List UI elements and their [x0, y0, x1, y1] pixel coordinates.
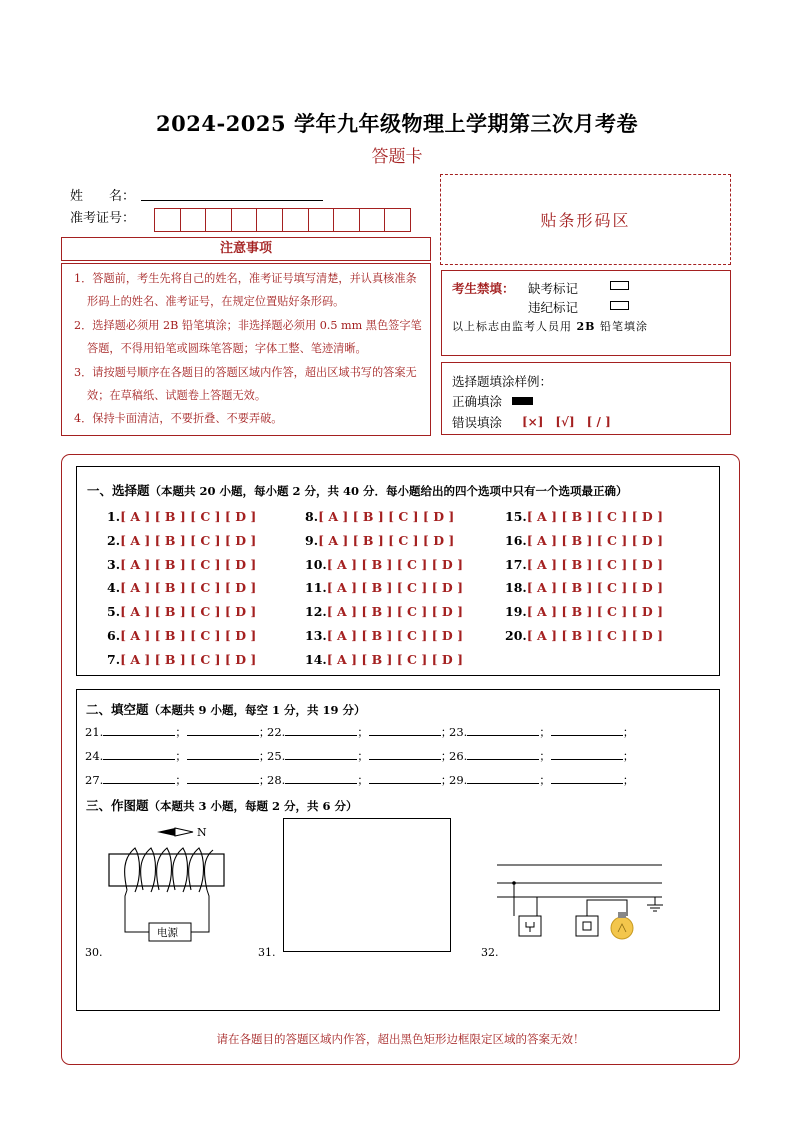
choice-options[interactable]: [ A ] [ B ] [ C ] [ D ] [120, 651, 257, 667]
fill-separator: ； [357, 773, 369, 787]
fill-separator: ； [357, 749, 369, 763]
choice-item[interactable] [305, 509, 454, 524]
choice-item[interactable] [305, 652, 463, 667]
choice-number: 12. [305, 604, 327, 620]
section3-desc: （本题共 3 小题，每题 2 分，共 6 分） [148, 799, 358, 813]
footer-note: 请在各题目的答题区域内作答，超出黑色矩形边框限定区域的答案无效！ [216, 1032, 585, 1046]
fill-item [85, 748, 270, 764]
choice-options[interactable]: [ A ] [ B ] [ C ] [ D ] [318, 532, 455, 548]
socket-icon [519, 916, 541, 936]
fill-separator: ； [175, 725, 187, 739]
notice-title: 注意事项 [61, 237, 431, 261]
lamp-base-icon [618, 912, 626, 918]
fill-blank[interactable] [551, 772, 623, 784]
sample-box [441, 362, 731, 435]
barcode-label: 贴条形码区 [540, 211, 631, 230]
fill-separator: ； [622, 773, 635, 787]
absent-mark-box[interactable] [610, 281, 629, 290]
exam-id-box[interactable] [333, 208, 360, 232]
choice-number: 11. [305, 580, 327, 596]
compass-needle-light-icon [175, 828, 193, 836]
section-fill [76, 689, 720, 1011]
wire-left [125, 890, 149, 932]
fill-separator: ； [258, 773, 271, 787]
choice-item[interactable] [107, 652, 256, 667]
compass-needle-dark-icon [157, 828, 175, 836]
fill-number: 22. [267, 725, 286, 739]
section2-title: 二、填空题 [86, 702, 149, 717]
fill-blank[interactable] [369, 772, 441, 784]
choice-number: 5. [107, 604, 121, 620]
choice-item[interactable] [107, 557, 256, 572]
choice-item[interactable] [107, 628, 256, 643]
absent-label: 缺考标记 [528, 281, 579, 296]
q31-number: 31. [258, 946, 276, 959]
fill-number: 21. [85, 725, 104, 739]
page-subtitle: 答题卡 [371, 147, 423, 167]
fill-separator: ； [440, 725, 453, 739]
fill-separator: ； [539, 725, 551, 739]
junction-dot [512, 881, 516, 885]
fill-item [85, 772, 270, 788]
fill-item [267, 724, 452, 740]
section1-desc: （本题共 20 小题，每小题 2 分，共 40 分．每小题给出的四个选项中只有一个选项最正确） [149, 484, 628, 498]
choice-options[interactable]: [ A ] [ B ] [ C ] [ D ] [526, 628, 663, 643]
fill-number: 28. [267, 773, 286, 787]
exam-id-box[interactable] [154, 208, 181, 232]
choice-number: 19. [505, 604, 527, 620]
choice-number: 7. [107, 651, 121, 667]
choice-number: 17. [505, 556, 527, 572]
choice-item[interactable] [107, 509, 256, 524]
fill-blank[interactable] [467, 724, 539, 736]
choice-number: 15. [505, 509, 527, 524]
choice-options[interactable]: [ A ] [ B ] [ C ] [ D ] [120, 580, 257, 596]
violation-label: 违纪标记 [528, 300, 579, 315]
notice-item: 1．答题前，考生先将自己的姓名，准考证号填写清楚，并认真核准条形码上的姓名、准考证号，在规定位置贴好条形码。 [74, 272, 417, 309]
choice-number: 8. [305, 509, 319, 524]
fill-separator: ； [622, 725, 635, 739]
fill-number: 27. [85, 773, 104, 787]
candidate-note-bold: 2B [576, 320, 596, 333]
fill-item [85, 724, 270, 740]
barcode-area [440, 174, 731, 265]
exam-id-box[interactable] [205, 208, 232, 232]
choice-item[interactable] [107, 580, 256, 595]
q32-drawing[interactable] [497, 850, 687, 960]
page-title: 2024-2025 学年九年级物理上学期第三次月考卷 [156, 111, 638, 136]
section2-desc: （本题共 9 小题，每空 1 分，共 19 分） [148, 703, 366, 717]
fill-blank[interactable] [369, 724, 441, 736]
choice-item[interactable] [505, 557, 663, 572]
fill-separator: ； [357, 725, 369, 739]
fill-blank[interactable] [467, 772, 539, 784]
notice-item: 4．保持卡面清洁，不要折叠、不要弄破。 [74, 412, 283, 426]
fill-number: 24. [85, 749, 104, 763]
choice-options[interactable]: [ A ] [ B ] [ C ] [ D ] [120, 604, 257, 620]
choice-number: 6. [107, 628, 121, 643]
choice-number: 10. [305, 556, 327, 572]
fill-blank[interactable] [467, 748, 539, 760]
sample-title: 选择题填涂样例： [452, 374, 553, 389]
fill-separator: ； [175, 773, 187, 787]
fill-blank[interactable] [103, 748, 175, 760]
choice-number: 18. [505, 580, 527, 596]
section3-heading [86, 796, 358, 814]
exam-id-box[interactable] [231, 208, 258, 232]
exam-id-label: 准考证号： [70, 211, 136, 226]
section1-heading [87, 481, 628, 499]
fill-blank[interactable] [551, 724, 623, 736]
choice-item[interactable] [505, 628, 663, 643]
exam-id-box[interactable] [384, 208, 411, 232]
exam-id-boxes[interactable] [154, 208, 410, 232]
candidate-box [441, 270, 731, 356]
fill-separator: ； [622, 749, 635, 763]
q31-drawing-box[interactable] [283, 818, 451, 952]
name-field[interactable] [141, 200, 323, 201]
fill-separator: ； [440, 749, 453, 763]
notice-item: 3．请按题号顺序在各题目的答题区域内作答，超出区域书写的答案无效；在草稿纸、试题卷上答题无效。 [74, 365, 417, 403]
fill-blank[interactable] [187, 748, 259, 760]
fill-number: 23. [449, 725, 468, 739]
choice-options[interactable]: [ A ] [ B ] [ C ] [ D ] [326, 651, 463, 667]
choice-number: 2. [107, 532, 121, 548]
section3-title: 三、作图题 [86, 798, 149, 813]
exam-id-box[interactable] [308, 208, 335, 232]
lamp-bulb-icon [611, 917, 633, 939]
q32-number: 32. [481, 946, 499, 959]
candidate-note-suffix: 铅笔填涂 [599, 320, 648, 333]
choice-options[interactable]: [ A ] [ B ] [ C ] [ D ] [526, 604, 663, 620]
choice-item[interactable] [107, 533, 256, 548]
q30-number: 30. [85, 946, 103, 959]
choice-options[interactable]: [ A ] [ B ] [ C ] [ D ] [326, 604, 463, 620]
fill-blank[interactable] [187, 724, 259, 736]
fill-number: 26. [449, 749, 468, 763]
fill-separator: ； [539, 773, 551, 787]
violation-mark-box[interactable] [610, 301, 629, 310]
choice-item[interactable] [505, 580, 663, 595]
candidate-note-prefix: 以上标志由监考人员用 [452, 320, 572, 333]
fill-separator: ； [175, 749, 187, 763]
sample-wrong-label: 错误填涂 [452, 415, 503, 430]
fill-blank[interactable] [103, 772, 175, 784]
fill-item [449, 724, 634, 740]
choice-number: 16. [505, 532, 527, 548]
choice-options[interactable]: [ A ] [ B ] [ C ] [ D ] [526, 532, 663, 548]
choice-options[interactable]: [ A ] [ B ] [ C ] [ D ] [120, 628, 257, 643]
q30-drawing[interactable] [105, 822, 235, 952]
exam-id-box[interactable] [180, 208, 207, 232]
fill-blank[interactable] [285, 748, 357, 760]
switch-button-icon [583, 922, 591, 930]
choice-options[interactable]: [ A ] [ B ] [ C ] [ D ] [120, 556, 257, 572]
notice-body [61, 263, 431, 436]
choice-options[interactable]: [ A ] [ B ] [ C ] [ D ] [326, 628, 463, 643]
exam-id-box[interactable] [256, 208, 283, 232]
choice-item[interactable] [505, 509, 663, 524]
section1-title: 一、选择题 [87, 483, 150, 498]
choice-options[interactable]: [ A ] [ B ] [ C ] [ D ] [526, 556, 663, 572]
fill-separator: ； [539, 749, 551, 763]
choice-item[interactable] [305, 580, 463, 595]
north-label: N [197, 826, 207, 839]
choice-options[interactable]: [ A ] [ B ] [ C ] [ D ] [526, 509, 663, 524]
choice-item[interactable] [505, 533, 663, 548]
choice-options[interactable]: [ A ] [ B ] [ C ] [ D ] [318, 509, 455, 524]
sample-correct-label: 正确填涂 [452, 394, 503, 409]
fill-number: 29. [449, 773, 468, 787]
fill-item [267, 748, 452, 764]
choice-options[interactable]: [ A ] [ B ] [ C ] [ D ] [120, 509, 257, 524]
choice-number: 3. [107, 556, 121, 572]
fill-separator: ； [258, 749, 271, 763]
filled-mark-icon [512, 397, 533, 405]
notice-item: 2．选择题必须用 2B 铅笔填涂；非选择题必须用 0.5 mm 黑色签字笔答题，不得用铅笔或圆珠笔答题；字体工整、笔迹清晰。 [74, 318, 422, 356]
choice-item[interactable] [305, 604, 463, 619]
fill-blank[interactable] [285, 772, 357, 784]
choice-options[interactable]: [ A ] [ B ] [ C ] [ D ] [326, 580, 463, 596]
section2-heading [86, 700, 366, 718]
choice-number: 9. [305, 532, 319, 548]
choice-item[interactable] [305, 533, 454, 548]
choice-options[interactable]: [ A ] [ B ] [ C ] [ D ] [326, 556, 463, 572]
choice-item[interactable] [305, 557, 463, 572]
fill-number: 25. [267, 749, 286, 763]
candidate-note [452, 318, 648, 334]
fill-blank[interactable] [187, 772, 259, 784]
choice-number: 4. [107, 580, 121, 596]
fill-item [267, 772, 452, 788]
fill-blank[interactable] [285, 724, 357, 736]
fill-blank[interactable] [103, 724, 175, 736]
wire-right [191, 890, 209, 932]
fill-separator: ； [440, 773, 453, 787]
section-choice [76, 466, 720, 676]
choice-number: 20. [505, 628, 527, 643]
exam-id-box[interactable] [359, 208, 386, 232]
exam-id-box[interactable] [282, 208, 309, 232]
fill-blank[interactable] [369, 748, 441, 760]
choice-options[interactable]: [ A ] [ B ] [ C ] [ D ] [526, 580, 663, 596]
choice-item[interactable] [305, 628, 463, 643]
fill-item [449, 772, 634, 788]
candidate-label: 考生禁填： [452, 281, 515, 296]
sample-wrong-marks: [×] [√] [ / ] [522, 415, 611, 429]
fill-blank[interactable] [551, 748, 623, 760]
choice-item[interactable] [505, 604, 663, 619]
choice-number: 1. [107, 509, 121, 524]
choice-item[interactable] [107, 604, 256, 619]
choice-number: 14. [305, 651, 327, 667]
fill-separator: ； [258, 725, 271, 739]
fill-item [449, 748, 634, 764]
choice-options[interactable]: [ A ] [ B ] [ C ] [ D ] [120, 532, 257, 548]
choice-number: 13. [305, 628, 327, 643]
power-label: 电源 [157, 927, 178, 939]
name-label: 姓 名： [70, 189, 136, 204]
